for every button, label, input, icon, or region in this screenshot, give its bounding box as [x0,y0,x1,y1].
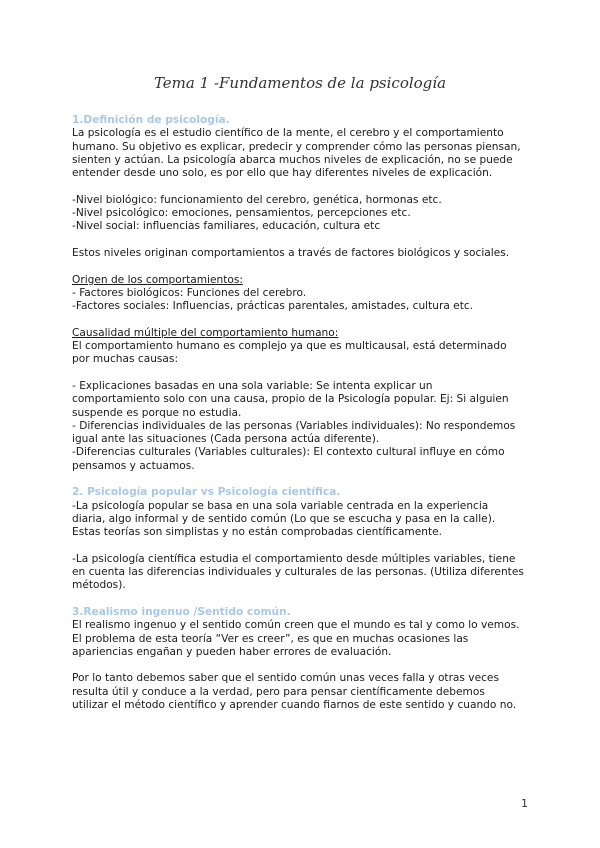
list-item: -Nivel social: influencias familiares, educación, cultura etc [72,220,381,233]
list-item: - Factores biológicos: Funciones del cerebro. [72,286,307,299]
text-line: El problema de esta teoría “Ver es creer”, es que en muchas ocasiones las [72,632,469,645]
text-line: -La psicología popular se basa en una sola variable centrada en la experiencia [72,499,489,512]
text-line: por muchas causas: [72,353,179,366]
text-line: La psicología es el estudio científico de la mente, el cerebro y el comportamiento [72,127,504,140]
text-line: suspende es porque no estudia. [72,406,242,419]
document-body [72,114,542,712]
text-line: apariencias engañan y pueden haber errores de evaluación. [72,645,392,658]
text-line: métodos). [72,579,126,592]
text-line: pensamos y actuamos. [72,459,195,472]
text-line: -Diferencias culturales (Variables culturales): El contexto cultural influye en cómo [72,446,505,459]
section-1-heading: 1.Definición de psicología. [72,114,230,126]
text-line: El comportamiento humano es complejo ya que es multicausal, está determinado [72,340,507,353]
list-item: -Factores sociales: Influencias, prácticas parentales, amistades, cultura etc. [72,300,474,313]
origin-subheading: Origen de los comportamientos: [72,273,243,286]
text-line: resulta útil y conduce a la verdad, pero para pensar científicamente debemos [72,685,485,698]
list-item: -Nivel psicológico: emociones, pensamientos, percepciones etc. [72,207,411,220]
text-line: sienten y actúan. La psicología abarca muchos niveles de explicación, no se puede [72,153,513,166]
text-line: en cuenta las diferencias individuales y culturales de las personas. (Utiliza diferentes [72,566,524,579]
section-3-heading: 3.Realismo ingenuo /Sentido común. [72,605,291,618]
text-line: Estos niveles originan comportamientos a través de factores biológicos y sociales. [72,246,510,259]
text-line: humano. Su objetivo es explicar, predecir y comprender cómo las personas piensan, [72,140,521,153]
page-number: 1 [521,797,528,810]
text-line: Estas teorías son simplistas y no están comprobadas científicamente. [72,526,443,539]
text-line: igual ante las situaciones (Cada persona actúa diferente). [72,433,380,446]
section-2-heading: 2. Psicología popular vs Psicología científica. [72,486,341,499]
text-line: - Explicaciones basadas en una sola variable: Se intenta explicar un [72,379,433,392]
text-line: utilizar el método científico y aprender cuando fiarnos de este sentido y cuando no. [72,699,517,712]
text-line: - Diferencias individuales de las personas (Variables individuales): No respondemos [72,419,516,432]
list-item: -Nivel biológico: funcionamiento del cerebro, genética, hormonas etc. [72,193,442,206]
text-line: Por lo tanto debemos saber que el sentido común unas veces falla y otras veces [72,672,499,685]
text-line: -La psicología científica estudia el comportamiento desde múltiples variables, tiene [72,552,516,565]
text-line: comportamiento solo con una causa, propio de la Psicología popular. Ej: Si alguien [72,393,509,406]
text-line: El realismo ingenuo y el sentido común creen que el mundo es tal y como lo vemos. [72,619,520,632]
page-title: Tema 1 -Fundamentos de la psicología [153,74,447,92]
text-line: entender desde uno solo, es por ello que hay diferentes niveles de explicación. [72,167,493,180]
causal-subheading: Causalidad múltiple del comportamiento humano: [72,326,339,339]
text-line: diaria, algo informal y de sentido común (Lo que se escucha y pasa en la calle). [72,512,496,525]
